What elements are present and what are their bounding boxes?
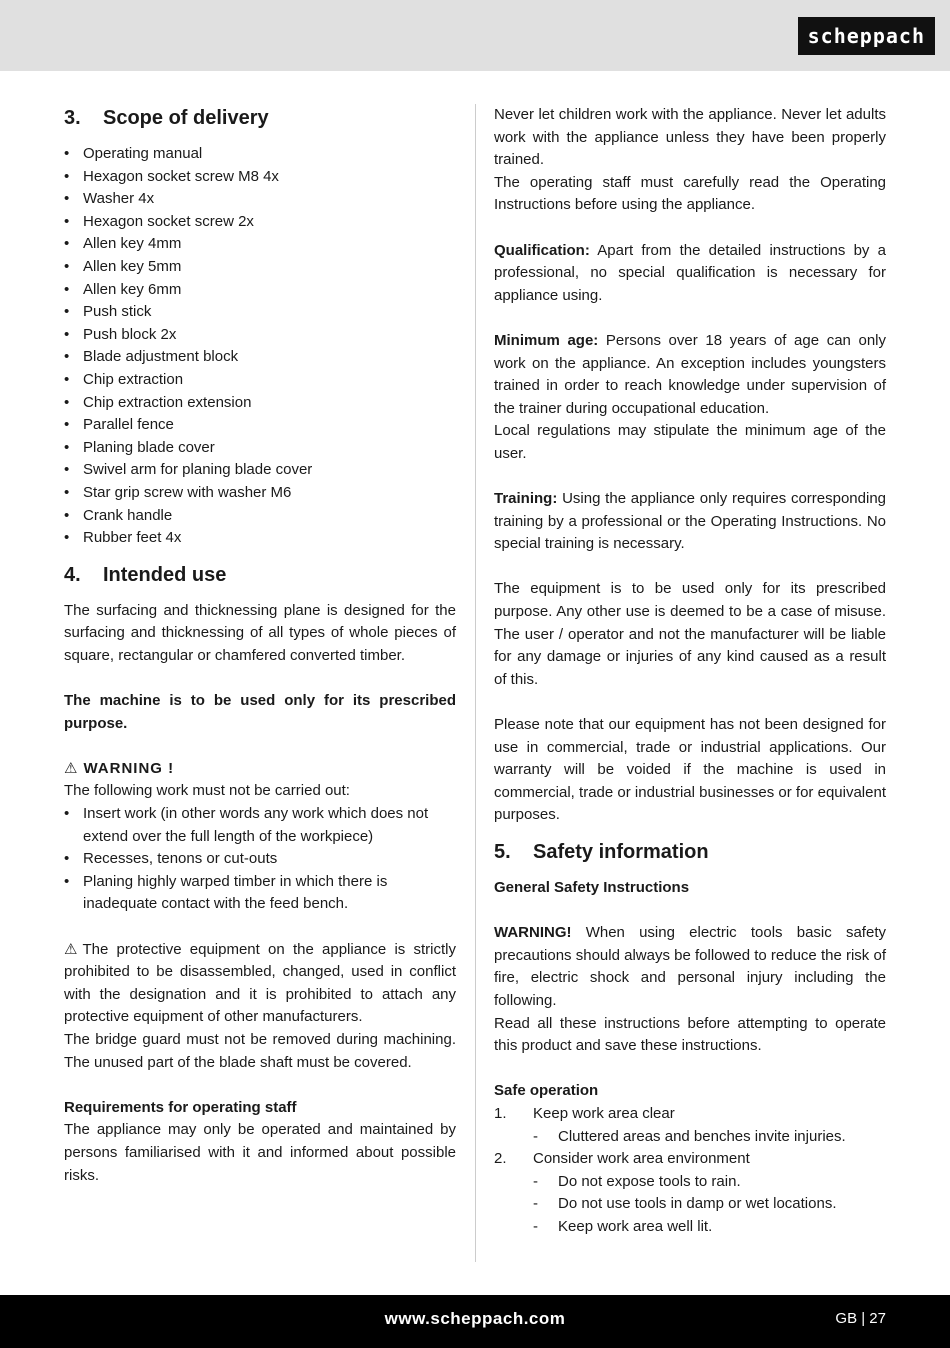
page-number: GB | 27 — [835, 1310, 886, 1327]
delivery-item: • Planing blade cover — [64, 437, 456, 460]
delivery-item: • Swivel arm for planing blade cover — [64, 459, 456, 482]
delivery-item: • Hexagon socket screw 2x — [64, 211, 456, 234]
page-footer — [0, 1295, 950, 1348]
safe-operation-item — [494, 1148, 886, 1171]
prescribed-purpose-text: The machine is to be used only for its prescribed purpose. — [64, 692, 456, 732]
delivery-item: • Chip extraction — [64, 369, 456, 392]
safe-operation-list — [494, 1103, 886, 1239]
dash-marker: - — [533, 1172, 538, 1190]
delivery-item: • Blade adjustment block — [64, 346, 456, 369]
local-regulations-text: Local regulations may stipulate the minimum age of the user. — [494, 422, 886, 462]
delivery-item: • Push block 2x — [64, 324, 456, 347]
delivery-item: • Washer 4x — [64, 188, 456, 211]
staff-text: The operating staff must carefully read the Operating Instructions before using the appliance. — [494, 173, 886, 214]
footer-url: www.scheppach.com — [384, 1309, 566, 1328]
delivery-item: • Rubber feet 4x — [64, 527, 456, 550]
subitem-text: Keep work area well lit. — [558, 1217, 713, 1235]
delivery-item: • Star grip screw with washer M6 — [64, 482, 456, 505]
read-instructions-text: Read all these instructions before attempting to operate this product and save these instructions. — [494, 1014, 886, 1055]
children-text: Never let children work with the appliance. Never let adults work with the appliance unless they have been properly trained. — [494, 106, 886, 169]
safe-operation-title: Safe operation — [494, 1082, 599, 1100]
warning-triangle-icon: ⚠ — [64, 759, 79, 777]
warning-item: • Planing highly warped timber in which there is inadequate contact with the feed bench. — [64, 871, 456, 916]
column-divider — [475, 104, 476, 1262]
section-5-heading: 5. Safety information — [494, 838, 886, 866]
safe-operation-subitem — [494, 1126, 886, 1149]
section-5-title: Safety information — [533, 841, 709, 863]
warning-item: • Insert work (in other words any work which does not extend over the full length of the workpiece) — [64, 803, 456, 848]
safe-operation-item — [494, 1103, 886, 1126]
dash-marker: - — [533, 1127, 538, 1145]
protective-equipment-text: ⚠ The protective equipment on the appliance is strictly prohibited to be disassembled, changed, used in conflict with the designation and it is prohibited to attach any protective equipment of other manufacturers. — [64, 940, 456, 1026]
section-4-title: Intended use — [103, 563, 227, 586]
delivery-item: • Allen key 4mm — [64, 233, 456, 256]
equipment-text: The equipment is to be used only for its prescribed purpose. Any other use is deemed to be a case of misuse. The user / operator and not the manufacturer will be liable for any damage or injuries of any kind caused as a result of this. — [494, 580, 886, 688]
general-safety-title: General Safety Instructions — [494, 879, 690, 896]
delivery-list — [64, 143, 456, 550]
subitem-text: Cluttered areas and benches invite injuries. — [558, 1127, 846, 1145]
dash-marker: - — [533, 1217, 538, 1235]
safe-operation-subitem — [494, 1171, 886, 1194]
section-4-heading: 4. Intended use — [64, 561, 456, 589]
right-column — [494, 104, 886, 1239]
delivery-item: • Allen key 6mm — [64, 279, 456, 302]
page-header — [0, 0, 950, 71]
delivery-item: • Push stick — [64, 301, 456, 324]
scheppach-logo: scheppach — [798, 17, 935, 55]
intended-use-text: The surfacing and thicknessing plane is designed for the surfacing and thicknessing of all types of whole pieces of square, rectangular or chamfered converted timber. — [64, 601, 456, 664]
training-text: Training: Using the appliance only requires corresponding training by a professional or the Operating Instructions. No special training is necessary. — [494, 490, 886, 553]
item-number: 2. — [494, 1150, 507, 1168]
delivery-item: • Hexagon socket screw M8 4x — [64, 166, 456, 189]
bridge-guard-text: The bridge guard must not be removed during machining. The unused part of the blade shaft must be covered. — [64, 1030, 456, 1071]
safe-operation-subitem — [494, 1216, 886, 1239]
warning-intro: The following work must not be carried out: — [64, 782, 350, 800]
warning-item: • Recesses, tenons or cut-outs — [64, 848, 456, 871]
left-column — [64, 104, 456, 1187]
delivery-item: • Allen key 5mm — [64, 256, 456, 279]
warning-heading: ⚠ WARNING ! — [64, 758, 456, 781]
qualification-text: Qualification: Apart from the detailed instructions by a professional, no special qualification is necessary for appliance using. — [494, 241, 886, 304]
delivery-item: • Chip extraction extension — [64, 392, 456, 415]
section-3-heading: 3. Scope of delivery — [64, 104, 456, 132]
warning-text: WARNING! When using electric tools basic safety precautions should always be followed to reduce the risk of fire, electric shock and personal injury including the following. — [494, 924, 886, 1009]
safe-operation-subitem — [494, 1193, 886, 1216]
requirements-text: The appliance may only be operated and maintained by persons familiarised with it and informed about possible risks. — [64, 1121, 456, 1184]
delivery-item: • Crank handle — [64, 505, 456, 528]
dash-marker: - — [533, 1195, 538, 1213]
subitem-text: Do not expose tools to rain. — [558, 1172, 741, 1190]
commercial-text: Please note that our equipment has not been designed for use in commercial, trade or industrial applications. Our warranty will be voided if the machine is used in commercial, trade or industrial businesses or for equivalent purposes. — [494, 716, 886, 824]
warning-triangle-icon: ⚠ — [64, 940, 78, 958]
item-text: Consider work area environment — [533, 1150, 750, 1168]
requirements-title: Requirements for operating staff — [64, 1098, 297, 1116]
section-3-title: Scope of delivery — [103, 107, 269, 129]
delivery-item: • Parallel fence — [64, 414, 456, 437]
minimum-age-text: Minimum age: Persons over 18 years of age can only work on the appliance. An exception includes youngsters trained in order to reach knowledge under supervision of the trainer during occupational education. — [494, 331, 887, 417]
item-text: Keep work area clear — [533, 1104, 675, 1122]
delivery-item: • Operating manual — [64, 143, 456, 166]
warning-list — [64, 803, 456, 916]
subitem-text: Do not use tools in damp or wet locations. — [558, 1195, 837, 1213]
item-number: 1. — [494, 1104, 507, 1122]
